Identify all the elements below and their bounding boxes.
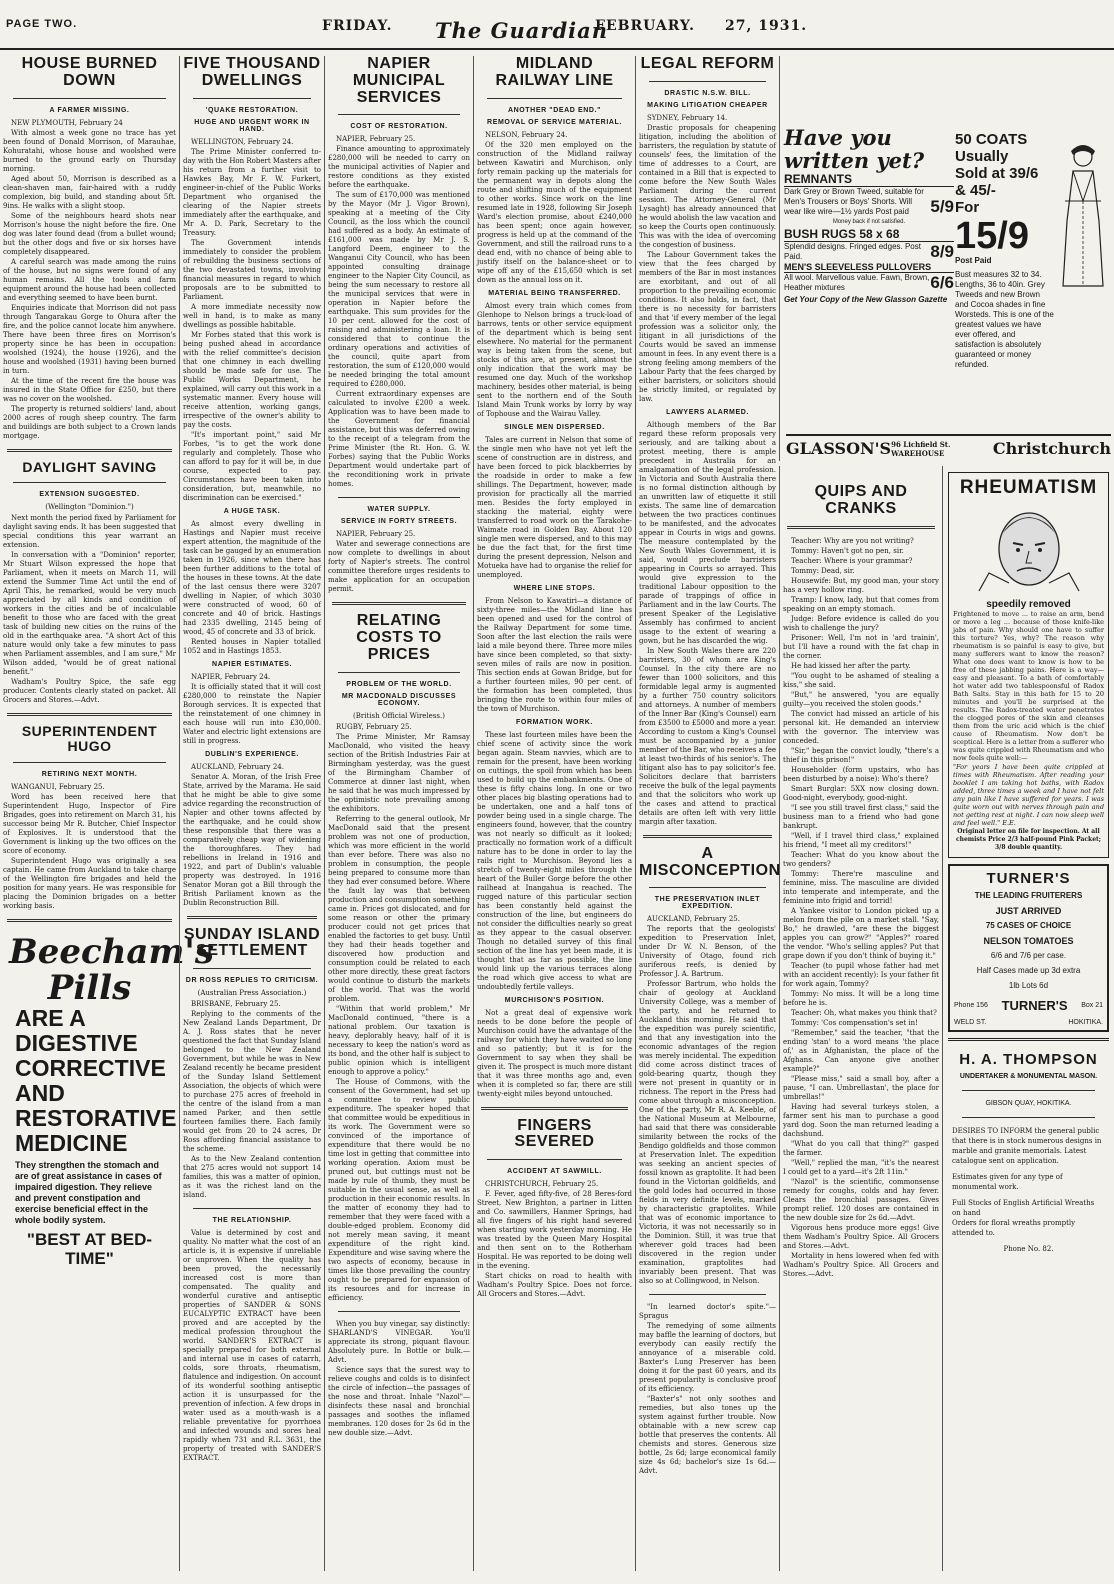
subhead: SERVICE IN FORTY STREETS. [340, 518, 458, 526]
divider [193, 968, 311, 969]
divider [649, 887, 766, 888]
subhead: A HUGE TASK. [223, 507, 281, 515]
ad-pullovers-price: 6/6 [930, 273, 954, 292]
subhead: MR MACDONALD DISCUSSES ECONOMY. [341, 692, 457, 707]
article-five-thousand-dwellings [183, 56, 321, 908]
thompson-title: H. A. THOMPSON [959, 1051, 1098, 1068]
quip: He had kissed her after the party. [791, 661, 911, 670]
quip: "You ought to be ashamed of stealing a kiss," she said. [783, 671, 939, 689]
glassons-footer [786, 434, 1111, 458]
dateline: (Wellington "Dominion.") [45, 503, 134, 512]
column-7 [942, 466, 1114, 1571]
quip: Tommy: There're masculine and feminine, miss. The masculine are divided into temperate and intemperate, and the feminine into frigid and torrid! [783, 869, 939, 905]
subhead: DUBLIN'S EXPERIENCE. [205, 750, 299, 758]
paragraph: The sum of £170,000 was mentioned by the Mayor (Mr J. Vigor Brown), speaking at a meeting of the City Council, as the loss which the council had suffered as a body. An estimate of £161,000 was made by Mr J. S. Langford Deem, engineer to the Wanganui City Council, who has been appointed consulting drainage engineer to the Napier City Council, as being the sum necessary to restore all the municipal services that were in operation in Napier before the earthquake. This sum provides for the 10 per cent. allowed for the cost of raising and administering a loan. It is considered that to continue the ordinary operations and activities of the council, quite apart from restoration, the sum of £120,000 would be needed bringing the total amount required to £280,000. [328, 191, 470, 389]
subhead: DRASTIC N.S.W. BILL. [664, 89, 751, 97]
column-3 [324, 56, 473, 1571]
column-5 [635, 56, 779, 1571]
quip: "Please miss," said a small boy, after a pause, "I can. Umbrellastan', the place for umbrellas!" [783, 1074, 939, 1101]
divider [338, 1311, 460, 1312]
subhead: RETIRING NEXT MONTH. [41, 770, 138, 778]
quip: "Well, if I travel third class," explained his friend, "I meet all my creditors!" [783, 831, 939, 849]
quip: Teacher: Where is your grammar? [791, 556, 913, 565]
headline: DAYLIGHT SAVING [22, 458, 157, 475]
paragraph: Rented houses in Napier totalled 1052 and in Hastings 1853. [183, 637, 321, 655]
paragraph: CHRISTCHURCH, February 25. [485, 1180, 599, 1189]
ad-remnants-price: 5/9 [930, 197, 954, 216]
thompson-text: Full Stocks of English Artificial Wreaths on hand [952, 1199, 1095, 1217]
headline: A MISCONCEPTION [639, 844, 781, 879]
subhead: PROBLEM OF THE WORLD. [346, 680, 452, 688]
paragraph: The remedying of some ailments may baffle the learning of doctors, but everybody can easily rectify the annoyance of a miserable cold. Baxter's Lung Preserver has been doing it for the past 60 years, and its present popularity is conclusive proof of its efficiency. [639, 1322, 776, 1394]
ad-line: DIGESTIVE [15, 1029, 138, 1056]
ad-pullovers-title: MEN'S SLEEVELESS PULLOVERS [784, 262, 954, 273]
paragraph: When you buy vinegar, say distinctly: SHARLAND'S VINEGAR. You'll appreciate its strong, piquant flavour. Absolutely pure. In Bottle or bulk.—Advt. [328, 1319, 470, 1364]
paragraph: Of the 320 men employed on the construction of the Midland railway between Kawatiri and Murchison, only forty remain packing up the materials for the permanent way in depots along the route and shifting much of the equipment to other works. Since work on the line resumed late in 1928, following Sir Joseph Ward's election promise, about £240,000 has been spent; once again however, progress is held up at the command of the Government, and still the railroad runs to a dead end, with no chance of being able to justify itself on the balance-sheet or to wipe off any of the £15,650 which is set down as the annual loss on it. [477, 140, 632, 284]
article-daylight-saving [3, 460, 176, 706]
coats-text: Bust measures 32 to 34. Lengths, 36 to 40in. Grey Tweeds and new Brown and Cocoa shades in fine Worsteds. This is one of the greatest values we have ever offered, and satisfaction is absolutely guaranteed or money refunded. [955, 270, 1054, 369]
quips-list [783, 537, 939, 1279]
ad-remnants-title: REMNANTS [784, 172, 954, 187]
turners-subtitle: THE LEADING FRUITERERS [974, 891, 1083, 900]
headline: LEGAL REFORM [640, 55, 775, 72]
quip: "I see you still travel first class," said the business man to a friend who had gone bankrupt. [783, 803, 939, 830]
paragraph: In conversation with a "Dominion" reporter, Mr Stuart Wilson expressed the hope that Parliament, when it meets on March 11, will extend the Summer Time Act until the end of April This, he remarked, would be very much appreciated by all kinds and condition of workers in the cities and be of incalculable benefit to those who are faced with the great task of building new cities on the ruins of the old in the earthquake area. "A short Act of this nature would only take a few minutes to pass when Parliament assembles, and I am sure," Mr Wilson added, "would be of great national benefit." [3, 551, 176, 677]
turners-line: NELSON TOMATOES [983, 936, 1074, 946]
quip: "Remember," said the teacher, "that the ending 'stan' to a word means 'the place of,' as in Afghanistan, the place of the Afghans. Can anyone give another example?" [783, 1028, 939, 1073]
paragraph: Water and sewerage connections are now complete to dwellings in about forty of Napier's streets. The control committee therefore urges residents to make application for an occupation permit. [328, 540, 470, 594]
dateline: (British Official Wireless.) [353, 711, 445, 720]
issue-day: FRIDAY. [322, 18, 393, 34]
paragraph: AUCKLAND, February 25. [647, 915, 740, 924]
quip: Mortality in hens lowered when fed with Wadham's Poultry Spice. All Grocers and Stores.—Advt. [783, 1251, 939, 1278]
rheumatism-quote: "For years I have been quite crippled at times with Rheumatism. After reading your booklet I am taking hot baths, with Radox added, three times a week and I have not felt any pain like I have suffered for years. I was quite worn out with nerves through pain and not getting rest at night. I can now sleep well and feel well." E.E. [953, 763, 1104, 827]
paragraph: NAPIER, February 24. [191, 672, 271, 681]
headline: HOUSE BURNED DOWN [21, 55, 158, 89]
ad-pullovers-text: All wool. Marvellous value. Fawn, Brown, Heather mixtures [784, 273, 930, 292]
divider [481, 1107, 628, 1110]
quips-headline: QUIPS AND CRANKS [814, 483, 908, 517]
paragraph: Start chicks on road to health with Wadham's Poultry Spice. Does not force. All Grocers and Stores.—Advt. [477, 1272, 632, 1299]
ad-line: RESTORATIVE [15, 1104, 177, 1131]
coats-ad [955, 131, 1110, 370]
paragraph: WELLINGTON, February 24. [191, 137, 294, 146]
article-fingers-severed [477, 1118, 632, 1300]
subhead: REMOVAL OF SERVICE MATERIAL. [487, 118, 622, 126]
article-napier-municipal [328, 56, 470, 594]
glassons-ad-area [779, 56, 1114, 461]
dateline: (Australian Press Association.) [197, 989, 307, 998]
beechams-pills-ad [5, 930, 214, 1272]
quip: Tommy: Haven't got no pen, sir. [791, 546, 904, 555]
ad-brand: Beecham's Pills [9, 931, 214, 1008]
ad-tagline: "BEST AT BED-TIME" [26, 1229, 153, 1268]
thompson-text: DESIRES TO INFORM the general public that there is in stock numerous designs in marble and granite memorials. Latest catalogue sent on application. [952, 1127, 1102, 1165]
quip: "Well," replied the man, "it's the nearest I could get to a yard—it's 2ft 11in." [783, 1158, 939, 1176]
quip: Smart Burglar: 5XX now closing down. Good-night, everybody, good-night. [783, 784, 939, 802]
quip: "Sir," began the convict loudly, "there's a thief in this prison!" [783, 746, 939, 764]
paragraph: The Prime Minister, Mr Ramsay MacDonald, who visited the heavy section of the British Industries Fair at Birmingham yesterday, was the guest of the Birmingham Chamber of Commerce at dinner last night, when he said that he was much impressed by the optimistic note prevailing among the exhibitors. [328, 732, 470, 813]
quip: The convict had missed an article of his personal kit. He demanded an interview with the governor. The interview was conceded. [783, 709, 939, 745]
subhead: A FARMER MISSING. [49, 106, 130, 114]
paragraph: AUCKLAND, February 24. [191, 762, 284, 771]
paragraph: WANGANUI, February 25. [11, 782, 105, 791]
ad-headline: Have you written yet? [784, 125, 925, 173]
turners-ad [948, 864, 1109, 1032]
headline: FINGERS SEVERED [514, 1116, 595, 1151]
quip: Tommy: 'Cos compensation's set in! [791, 1018, 918, 1027]
paragraph: Some of the neighbours heard shots near Morrison's house the night before the fire. One dog was later found dead (from a bullet wound; but the other dogs and five or six horses have completely disappeared. [3, 211, 176, 256]
quip: Vigorous hens produce more eggs! Give them Wadham's Poultry Spice. All Grocers and Stores.—Advt. [783, 1223, 939, 1250]
divider [338, 672, 460, 673]
quip: Judge: Before evidence is called do you wish to challenge the jury? [783, 614, 939, 632]
divider [649, 1294, 766, 1295]
ad-rugs-title: BUSH RUGS 58 x 68 [784, 227, 954, 242]
subhead: MAKING LITIGATION CHEAPER [647, 101, 768, 109]
paragraph: The reports that the geologists' expedition to Preservation Inlet, under Dr W. N. Benson, of the University of Otago, found rich auriferous reefs, is denied by Professor J. A. Bartrum. [639, 925, 776, 979]
paragraph: Word has been received here that Superintendent Hugo, Inspector of Fire Brigades, goes into retirement on March 31, his successor being Mr R. Butcher, Chief Inspector of Explosives. It is understood that the Government is linking up the two offices on the score of economy. [3, 792, 176, 855]
headline: SUNDAY ISLAND SETTLEMENT [183, 925, 321, 960]
man-face-illustration [969, 503, 1089, 591]
ad-line: ARE A [15, 1004, 86, 1031]
paragraph: These last fourteen miles have been the chief scene of activity since the work began again. Steam navvies, which are to remain for the present, have been working on cuttings, the spoil from which has been used to build up the embankments. One of these is fifty chains long. In one or two other places big blasting operations had to be undertaken, one and a half tons of powder being used in a single charge. The engineers found, however, that the country was not nearly so difficult as it looked; practically no formation work of a difficult nature has to be done in order to lay the rails right to Murchison. Beyond lies a stretch of twenty-eight miles through the heart of the Buller Gorge before the other railhead at Inangahua is reached. The rugged nature of this particular section has been constantly held against the construction of the line, but engineers do not consider the difficulties nearly so great as they appear to the casual observer. Though no detailed survey of this final section of the line has yet been made, it is thought that as far as possible, the line would link up the various terraces along the road which give access to what are undoubtedly fertile valleys. [477, 730, 632, 991]
issue-month: FEBRUARY. [595, 18, 695, 34]
paragraph: NELSON, February 24. [485, 130, 568, 139]
headline: MIDLAND RAILWAY LINE [495, 55, 614, 89]
paragraph: Senator A. Moran, of the Irish Free State, arrived by the Marama. He said that he might be able to give some advice regarding the reconstruction of Napier and other towns affected by the earthquake, and he could show these responsible that there was a comparatively cheap way of widening the thoroughfares. They had rebellions in Ireland in 1916 and 1922, and part of Dublin's valuable property was destroyed. In 1916 Senator Moran got a Bill through the British Parliament known as the Dublin Reconstruction Bill. [183, 772, 321, 907]
turners-line: 75 CASES OF CHOICE [985, 921, 1072, 930]
article-legal-reform [639, 56, 776, 827]
subhead: LAWYERS ALARMED. [666, 408, 749, 416]
quip: "What do you call that thing?" gasped the farmer. [783, 1139, 939, 1157]
article-relating-costs [328, 613, 470, 1302]
paragraph: A more immediate necessity now well in hand, is to make as many dwellings as possible habitable. [183, 302, 321, 329]
paragraph: Almost every train which comes from Glenhope to Nelson brings a truck-load of barrows, tents or other service equipment of the department which is being sent elsewhere. No material for the permanent way is being taken from the scene, but stocks of this are, at present, almost the only indication that the work may be resumed one day. Much of the workshop machinery, besides other material, is being sent to the northern end of the South Island Main Trunk works by lorry by way of Tophouse and the Wairau Valley. [477, 301, 632, 418]
ad-remnants-text: Dark Grey or Brown Tweed, suitable for Men's Trousers or Boys' Shorts. Will wear like wire—1½ yards Post paid [784, 187, 924, 216]
ad-rugs-text: Splendid designs. Fringed edges. Post Paid. [784, 242, 921, 261]
paragraph: Replying to the comments of the New Zealand Lands Department, Dr A. J. Ross states that he never questioned the fact that Sunday Island belonged to the New Zealand Government, but while he was in New Zealand recently he became president of the Sunday Island Settlement Association, the objects of which were to purchase 275 acres of freehold in the centre of the island from a man named Parker, and then settle fourteen families there. Each family would get from 20 to 24 acres, Dr Ross affording financial assistance to the scheme. [183, 1010, 321, 1154]
thompson-text: Orders for floral wreaths promptly attended to. [952, 1219, 1076, 1237]
paragraph: Not a great deal of expensive work needs to be done before the people of Murchison could have the advantage of the railway for which they have waited so long and so patiently; but it is for the Government to say when they shall be given it. The prospect is much more distant that it was three months ago and, even when it is completed so far, there are still twenty-eight miles beyond untouched. [477, 1008, 632, 1098]
subhead: DR ROSS REPLIES TO CRITICISM. [185, 977, 319, 985]
paragraph: With almost a week gone no trace has yet been found of Donald Morrison, of Marauhae, Kohuratahi, whose house and woolshed were burned to the ground early on Thursday morning. [3, 128, 176, 173]
paragraph: "Within that world problem," Mr MacDonald continued, "there is a national problem. Our taxation is heavy, deplorably heavy, half of it is necessary to keep the nation's word as its bond, and the other half is subject to public opinion which is intelligent enough to approve a policy." [328, 1004, 471, 1076]
paragraph: The Labour Government takes the view that the fees charged by members of the Bar in most instances are exorbitant, and out of all proportion to the prevailing economic conditions. It also holds, in fact, that there is no necessity for barristers and that 'if every member of the legal profession was a solicitor only, the litigant in all jurisdictions of the Courts would be saved an immense amount in fees. In any event there is a strong feeling among members of the Labour Party that the fees charged by either barristers, or solicitors should be strictly limited, or regulated by law. [639, 250, 776, 403]
rheumatism-text: Frightened to move ... to raise an arm, bend or move a leg ... because of those knife-like jabs of pain. Why should one have to suffer this torture? Yes, why? The reason why rheumatism is so painful is easy to give, but many sufferers want to know the reason? What one does want to know is how to be free of these jabbing pains. Here is a way—easy and pleasant. To a bath of comfortably hot water add two tablespoonsful of Radox Bath Salts. Stay in this bath for 15 to 20 minutes and you'll be surprised at the results. The Radox-treated water penetrates the clogged pores of the skin and cleanses them from the uric acid which is the chief cause of Rheumatism. Now don't be sceptical. Here is a letter from a sufferer who was quite crippled with Rheumatism and who now feels quite well:— [953, 610, 1104, 762]
turners-address [954, 1019, 1103, 1026]
paragraph: The property is returned soldiers' land, about 2000 acres of rough sheep country. The farm and buildings are both subject to a Crown lands mortgage. [3, 404, 176, 440]
quip: "Nazol" is the scientific, commonsense remedy for coughs, colds and hay fever. Clears the bronchial passages. Gives prompt relief. 120 doses are contained in the new double size for 2s 6d.—Advt. [783, 1177, 939, 1222]
divider [649, 81, 766, 82]
paragraph: Science says that the surest way to relieve coughs and colds is to disinfect the circle of infection—the passages of the nose and throat. Inhale "Nazol"—disinfects these nasal and bronchial passages and soothes the inflamed membranes. 120 doses for 2s 6d in the new double size.—Advt. [328, 1365, 470, 1437]
subhead: EXTENSION SUGGESTED. [39, 491, 140, 499]
divider [487, 1159, 622, 1160]
newspaper-name: The Guardian [435, 18, 608, 43]
ad-line: AND [15, 1079, 65, 1106]
divider [13, 482, 166, 483]
paragraph: Referring to the general outlook, Mr MacDonald said that the present problem was not one of production, which was more efficient in the world than ever before. There was also no problem in consumption, the people being prepared to consume more than they had ever consumed before. Where the fault lay was that between production and consumption something came in. Prices got dislocated, and for some reason or other the primary producer could not get prices that enabled the factories to get busy. Until they had their heads together and discovered how production and consumption could be related to each other more directly, these great factors would continue to disturb the markets of the world. That was the world problem. [328, 814, 470, 1003]
turners-phone: Phone 156 [954, 1002, 988, 1009]
paragraph: Although members of the Bar regard these reform proposals very seriously, and are talking about a protest meeting, there is ample precedent in Australia for an amalgamation of the legal profession. In Victoria and South Australia there is no formal distinction although by an unwritten law of etiquette it still exists. The same line of demarcation between the two practices continues to be manifested, and the advocates appear in Courts in wigs and gowns. The measure contemplated by the New South Wales Government, it is said, would preclude barristers appearing in Courts so arrayed. This would give expression to the traditional Labour opposition to the parade of trappings of office in Parliament and in the law Courts. The present Speaker of the Legislative Assembly has confirmed to ancient usage to the extent of wearing a gown, but he has discarded the wig. [639, 420, 776, 645]
paragraph: Drastic proposals for cheapening litigation, including the abolition of barristers, the regulation by statute of counsels' fees, the limitation of the time of addresses to a Court, are contained in a Bill that is expected to come before the New South Wales Parliament during the current session. The Attorney-General (Mr Lysaght) has already announced that he would abolish the law vacation and so keep the Courts open continuously. This was with the idea of overcoming the congestion of business. [639, 123, 776, 249]
divider [13, 98, 166, 99]
paragraph: As to the New Zealand contention that 275 acres would not support 14 families, this was a matter of opinion, as it was the richest land on the island. [183, 1155, 321, 1200]
article-sunday-island [183, 927, 321, 1464]
article-midland-railway [477, 56, 632, 1099]
paragraph: The House of Commons, with the consent of the Government, had set up a committee to review public expenditure. The speaker hoped that that committee would be expeditious in its work. The Government were so convinced of the importance of expenditure that there would be no time lost in getting that committee into working operation. Axiom must be pruned out, but cuttings must not be made by rule of thumb, they must be suitable in the usual sense, as well as production in their economic results. In the matter of economy they had to remember that they were faced with a double-edged problem. Economy did not merely mean saving, it meant expenditure of the right kind. Expenditure and wise saving where the two aspects of economy, because in times like those prevailing the country ought to be prepared for expansion of its resources and for increase in efficiency. [328, 1077, 470, 1302]
turners-line: 1lb Lots 6d [1008, 981, 1049, 990]
paragraph: F. Fever, aged fifty-five, of 28 Beres-ford Street, New Brighton, a partner in Litten and Co. sawmillers, Hanmer Springs, had all five fingers of his right hand severed when starting work yesterday morning. He was treated by the Queen Mary Hospital and then sent on to the Rotherham Hospital. He was reported to be doing well in the evening. [477, 1190, 632, 1271]
paragraph: Value is determined by cost and quality. No matter what the cost of an article is, it is expensive if unreliable or unproven. When the quality has been proved, the necessarily increased cost is more than compensated. The quality and wonderful curative and antiseptic properties of SANDER & SONS EUCALYPTIC EXTRACT have been proved and are accepted by the medical profession throughout the world. SANDER'S EXTRACT is specially prepared for both external and internal use in cases of catarrh, colds, sore throats, rheumatism, flatulence and indigestion. On account of its wonderful soothing antiseptic action it is unsurpassed for the prevention of infection. A few drops in water used as a mouth-wash is a reliable preventative for pyorrhoea and infected wounds and sores heal rapidly when 731 and R.L. 3631, the property of treated with SANDER'S EXTRACT. [183, 1229, 321, 1463]
thompson-ad [948, 1038, 1109, 1258]
quip: Teacher: Why are you not writing? [791, 536, 914, 545]
subhead: WHERE LINE STOPS. [513, 584, 596, 592]
article-superintendent-hugo [3, 724, 176, 910]
divider [7, 449, 172, 452]
turners-name: TURNER'S [1001, 998, 1068, 1013]
divider [332, 602, 466, 605]
column-6 [779, 466, 942, 1571]
rheumatism-title: RHEUMATISM [959, 477, 1098, 498]
thompson-subtitle: UNDERTAKER & MONUMENTAL MASON. [959, 1073, 1098, 1080]
headline: SUPERINTENDENT HUGO [21, 723, 158, 754]
quip: Tommy: No miss. It will be a long time before he is. [783, 989, 939, 1007]
coats-price: 15/9 [955, 215, 1029, 257]
paragraph: In New South Wales there are 220 barristers, 30 of whom are King's Counsel. In the city there are no fewer than 1000 solicitors, and this formidable legal army is augmented by a further 750 country solicitors and attorneys. A number of members of the Inner Bar (King's Counsel) earn from £3500 to £5000 and more a year. According to custom a King's Counsel must be accompanied by a junior member of the Bar, who receives a fee at least two-thirds of his senior's. The litigant also has to pay solicitor's fee. Solicitors declare that barristers receive the bulk of the legal payments and that the solicitors who work up the cases and attend to practical details are often left with very little margin after taxation. [639, 646, 776, 826]
quip: Teacher: What do you know about the two genders? [783, 850, 939, 868]
paragraph: SYDNEY, February 14. [647, 113, 728, 122]
ad-line: CORRECTIVE [15, 1054, 166, 1081]
subhead: MATERIAL BEING TRANSFERRED. [488, 289, 621, 297]
ad-catalog-note: Get Your Copy of the New Glasson Gazette [784, 295, 948, 304]
coats-headline: 50 COATS Usually Sold at 39/6 & 45/- [955, 131, 1039, 199]
subhead: THE PRESERVATION INLET EXPEDITION. [654, 896, 761, 911]
headline: RELATING COSTS TO PRICES [356, 612, 442, 663]
turners-title: TURNER'S [986, 870, 1071, 887]
paragraph: From Nelson to Kawatiri—a distance of sixty-three miles—the Midland line has been opened and used for the control of the Railway Department for some time. Soon after the last election the rails were laid a mile beyond there. Three more miles have since been completed, so that sixty-seven miles of rails are now in position. This section ends at Gowan Bridge, but for a further fourteen miles, 90 per cent. of the formation has been completed, thus bringing the route to within four miles of the town of Murchison. [477, 596, 632, 713]
article-house-burned [3, 56, 176, 441]
subhead: SINGLE MEN DISPERSED. [504, 423, 605, 431]
quip: Teacher: Oh, what makes you think that? [791, 1008, 937, 1017]
turners-line: JUST ARRIVED [995, 906, 1062, 916]
ad-body: They strengthen the stomach and are of great assistance in cases of impaired digestion. They relieve and prevent constipation and exercise beneficial effect in the whole bodily system. [15, 1159, 162, 1225]
glassons-address: 96 Lichfield St. WAREHOUSE [891, 439, 951, 458]
ad-remnants-note: Money back if not satisfied. [832, 219, 906, 225]
paragraph: "Baxter's" not only soothes and remedies, but also tones up the system against further trouble. Now obtainable with a new screw cap bottle that preserves the contents. All chemists and stores. Generous size bottle, 2s 6d; large economical family size 4s 6d; bachelor's size 1s 6d.—Advt. [639, 1395, 776, 1476]
subhead: NAPIER ESTIMATES. [211, 660, 293, 668]
divider [338, 497, 460, 498]
rheumatism-footer: Original letter on file for inspection. At all chemists Price 2/3 half-pound Pink Packet; 3/8 double quantity. [955, 828, 1102, 851]
quip: Having had several turkeys stolen, a farmer sent his man to purchase a good yard dog. Soon the man returned leading a dachshund. [783, 1102, 939, 1138]
subhead: ANOTHER "DEAD END." [507, 106, 602, 114]
glassons-city: Christchurch [992, 439, 1111, 458]
issue-date: 27, 1931. [725, 18, 808, 34]
paragraph: Aged about 50, Morrison is described as a clean-shaven man, fair-haired with a ruddy complexion, big build, and standing about 5ft. 9ins. He walks with a slight stoop. [3, 174, 176, 210]
ad-line: MEDICINE [15, 1129, 128, 1156]
paragraph: NAPIER, February 25. [336, 530, 416, 539]
paragraph: Current extraordinary expenses are calculated to involve £200 a week. Application was to have been made to the Government for financial assistance, but this was deferred owing to the receipt of a telegram from the Prime Minister (the Rt. Hon. G. W. Forbes) saying that the Public Works Department would undertake part of the reconditioning work in private homes. [328, 390, 470, 489]
turners-street: WELD ST. [954, 1019, 987, 1026]
thompson-phone: Phone No. 82. [1003, 1245, 1054, 1253]
paragraph: Superintendent Hugo was originally a sea captain. He came from Auckland to take charge of the Wellington fire brigades and held the position for many years. He was responsible for placing the Dominion brigades on a better working basis. [3, 856, 176, 910]
subhead: THE RELATIONSHIP. [212, 1217, 292, 1225]
rheumatism-subtitle: speedily removed [986, 599, 1071, 610]
masthead [0, 0, 1114, 50]
rheumatism-ad [948, 472, 1109, 858]
paragraph: Tales are current in Nelson that some of the single men who have not yet left the scene of construction are in distress, and have been forced to pick blackberries by the roadside in order to make a few shillings. The Department, however, made provision for practically all the married men. Besides the forty employed in stacking the material, eighty were transferred to road work on the Tarakohe-Waimate road in Golden Bay. About 120 single men were dispersed, and to this may be due the fact that, for the first time during the present depression, Nelson and Motueka have had to organise the relief for unemployed. [477, 435, 632, 579]
ad-rugs-price: 8/9 [930, 242, 954, 261]
article-misconception [639, 844, 781, 1287]
quip: "But," he answered, "you are equally guilty—you received the stolen goods." [783, 690, 939, 708]
divider [962, 1117, 1095, 1118]
divider [338, 114, 460, 115]
divider [193, 98, 311, 99]
paragraph: BRISBANE, February 25. [191, 1000, 281, 1009]
paragraph: Wadham's Poultry Spice, the safe egg producer. Contents clearly stated on packet. All Grocers and Stores.—Advt. [3, 678, 176, 705]
coats-postpaid: Post Paid [955, 256, 992, 265]
divider [487, 98, 622, 99]
quip: Householder (form upstairs, who has been disturbed by a noise): Who's there? [783, 765, 939, 783]
paragraph: The Prime Minister conferred to-day with the Hon Robert Masters after his return from a further visit to Hawkes Bay, Mr F. W. Furkert, engineer-in-chief of the Public Works Department who organised the clearing of the Napier streets immediately after the earthquake, and Mr A. D. Park, Secretary to the Treasury. [183, 147, 321, 237]
turners-footer [954, 998, 1103, 1013]
divider [193, 1208, 311, 1209]
quip: Tommy: Dead, sir. [791, 566, 855, 575]
paragraph: Mr Forbes stated that this work is being pushed ahead in accordance with the relief committee's decision that one chimney in each dwelling should be made safe for use. The Public Works Department, he explained, will carry out this work in a systematic manner. Every house will receive attention, working gangs, irrespective of the owner's ability to pay the costs. [183, 330, 321, 429]
paragraph: At the time of the recent fire the house was insured in the State Office for £250, but there was no cover on the woolshed. [3, 376, 176, 403]
turners-town: HOKITIKA. [1068, 1019, 1103, 1026]
quip: Teacher (to pupil whose father had met with an accident recently): Is your father fit for work again, Tommy? [783, 961, 939, 988]
quip: Housewife: But, my good man, your story has a very hollow ring. [783, 576, 939, 594]
subhead: MURCHISON'S POSITION. [504, 996, 605, 1004]
quip: Prisoner: Well, I'm not in 'ard trainin', but I'll have a round with the fat chap in the corner. [783, 633, 939, 660]
paragraph: "In learned doctor's spite."—Spragus [639, 1303, 776, 1321]
turners-line: Half Cases made up 3d extra [976, 966, 1081, 975]
column-2 [179, 56, 324, 1571]
headline: NAPIER MUNICIPAL SERVICES [352, 55, 446, 106]
divider [13, 762, 166, 763]
divider [7, 919, 172, 922]
thompson-text: Estimates given for any type of monumental work. [952, 1173, 1063, 1191]
paragraph: It is officially stated that it will cost £280,000 to reinstate the Napier Borough services. It is expected that the reinstatement of one chimney in each house will run into £30,000. Water and electric light extensions are still in progress. [183, 682, 321, 745]
paragraph: The Government intends immediately to consider the problem of rebuilding the business sections of the two devastated towns, involving financial measures in regard to which proposals are to be submitted to Parliament. [183, 238, 321, 301]
paragraph: Enquiries indicate that Morrison did not pass through Tangarakau Gorge to Ohura after the fire, and the police cannot locate him anywhere. There have been three fires on Morrison's property since he has been in occupation: woolshed (1924), the house (1926), and the house and woolshed (1931) having been burned in turn. [3, 303, 176, 375]
paragraph: RUGBY, February 25. [336, 722, 412, 731]
paragraph: Professor Bartrum, who holds the chair of geology at Auckland University College, was a member of the party, and he returned to Auckland this morning. He said that the expedition was purely scientific, and that any investigation into the economic advantages of the region was merely incidental. The expedition did come across distinct traces of gold-bearing quartz, though they were not present in quantity or in richness. The report in the Press had come about through a misconception. One of the party, Mr R. A. Keeble, of the National Museum at Melbourne, had said that there was considerable similarity between the rocks of the Bendigo goldfields and those common at Preservation Inlet. The expedition was seeking an ancient species of fossil known as graptolite. It had been found in the Victorian goldfields, and the gold lodes had occurred in those fields in very definite levels, marked by characteristic graptolites. While that was of economic importance to Victoria, it was not necessarily so in the Dominion. Still, it was true that wherever gold traces had been discovered in the region under examination, graptolites had invariably been present. That was also so at Collingwood, in Nelson. [639, 980, 776, 1286]
quip: A Yankee visitor to London picked up a melon from the pile on a market stall. "Say, Bo," he drawled, "are these the biggest apples you can grow?" "Apples?" roared the vendor. "Who's selling apples? Put that grape down if you don't think of buying it." [783, 906, 939, 960]
thompson-address: GIBSON QUAY, HOKITIKA. [985, 1100, 1072, 1107]
paragraph: NAPIER, February 25. [336, 135, 416, 144]
glassons-firm: GLASSON'S [786, 439, 892, 458]
divider [187, 916, 317, 919]
divider [787, 526, 935, 529]
turners-line: 6/6 and 7/6 per case. [990, 951, 1067, 960]
paragraph: A careful search was made among the ruins of the house, but no signs were found of any human remains. All the tools and farm equipment around the house had been collected and everything seemed to have been burnt. [3, 257, 176, 302]
divider [7, 713, 172, 716]
headline: FIVE THOUSAND DWELLINGS [183, 55, 321, 89]
subhead: FORMATION WORK. [516, 718, 593, 726]
page-number: PAGE TWO. [6, 18, 78, 30]
subhead: ACCIDENT AT SAWMILL. [507, 1168, 602, 1176]
subhead: HUGE AND URGENT WORK IN HAND. [194, 118, 310, 133]
paragraph: "It's important point," said Mr Forbes, "is to get the work done regularly and completely. Those who can afford to pay for it will be, in due course, expected to pay. Circumstances have been taken into consideration, but, meanwhile, no discrimination can be exercised." [183, 430, 321, 502]
subhead: 'QUAKE RESTORATION. [205, 106, 299, 114]
paragraph: Next month the period fixed by Parliament for daylight saving ends. It has been suggested that special conditions this year warrant an extension. [3, 514, 176, 550]
subhead: WATER SUPPLY. [367, 506, 431, 514]
divider [643, 835, 772, 838]
coats-for: For [955, 199, 980, 216]
paragraph: As almost every dwelling in Hastings and Napier must receive expert attention, the magnitude of the task can be gauged by an enumeration taken in 1926, since when there has been further additions to the total of the houses in these towns. At the date of the last census there were 3207 dwelling in Napier, of which 3030 were constructed of wood, 60 of concrete and 40 of brick. Hastings had 2335 dwelling, 2145 being of wood, 45 of concrete and 33 of brick. [183, 519, 322, 636]
divider [962, 1090, 1095, 1091]
turners-box: Box 21 [1081, 1002, 1103, 1009]
column-4 [473, 56, 635, 1571]
subhead: COST OF RESTORATION. [350, 123, 448, 131]
quip: Tramp: I know, lady, but that comes from speaking on an empty stomach. [783, 595, 939, 613]
glassons-ad [784, 126, 954, 305]
column-1 [0, 55, 214, 1571]
paragraph: Finance amounting to approximately £280,000 will be needed to carry on the municipal activities of Napier and restore conditions as they existed before the earthquake. [328, 145, 470, 190]
woman-figure-illustration [1053, 141, 1111, 291]
paragraph: NEW PLYMOUTH, February 24 [11, 118, 123, 127]
